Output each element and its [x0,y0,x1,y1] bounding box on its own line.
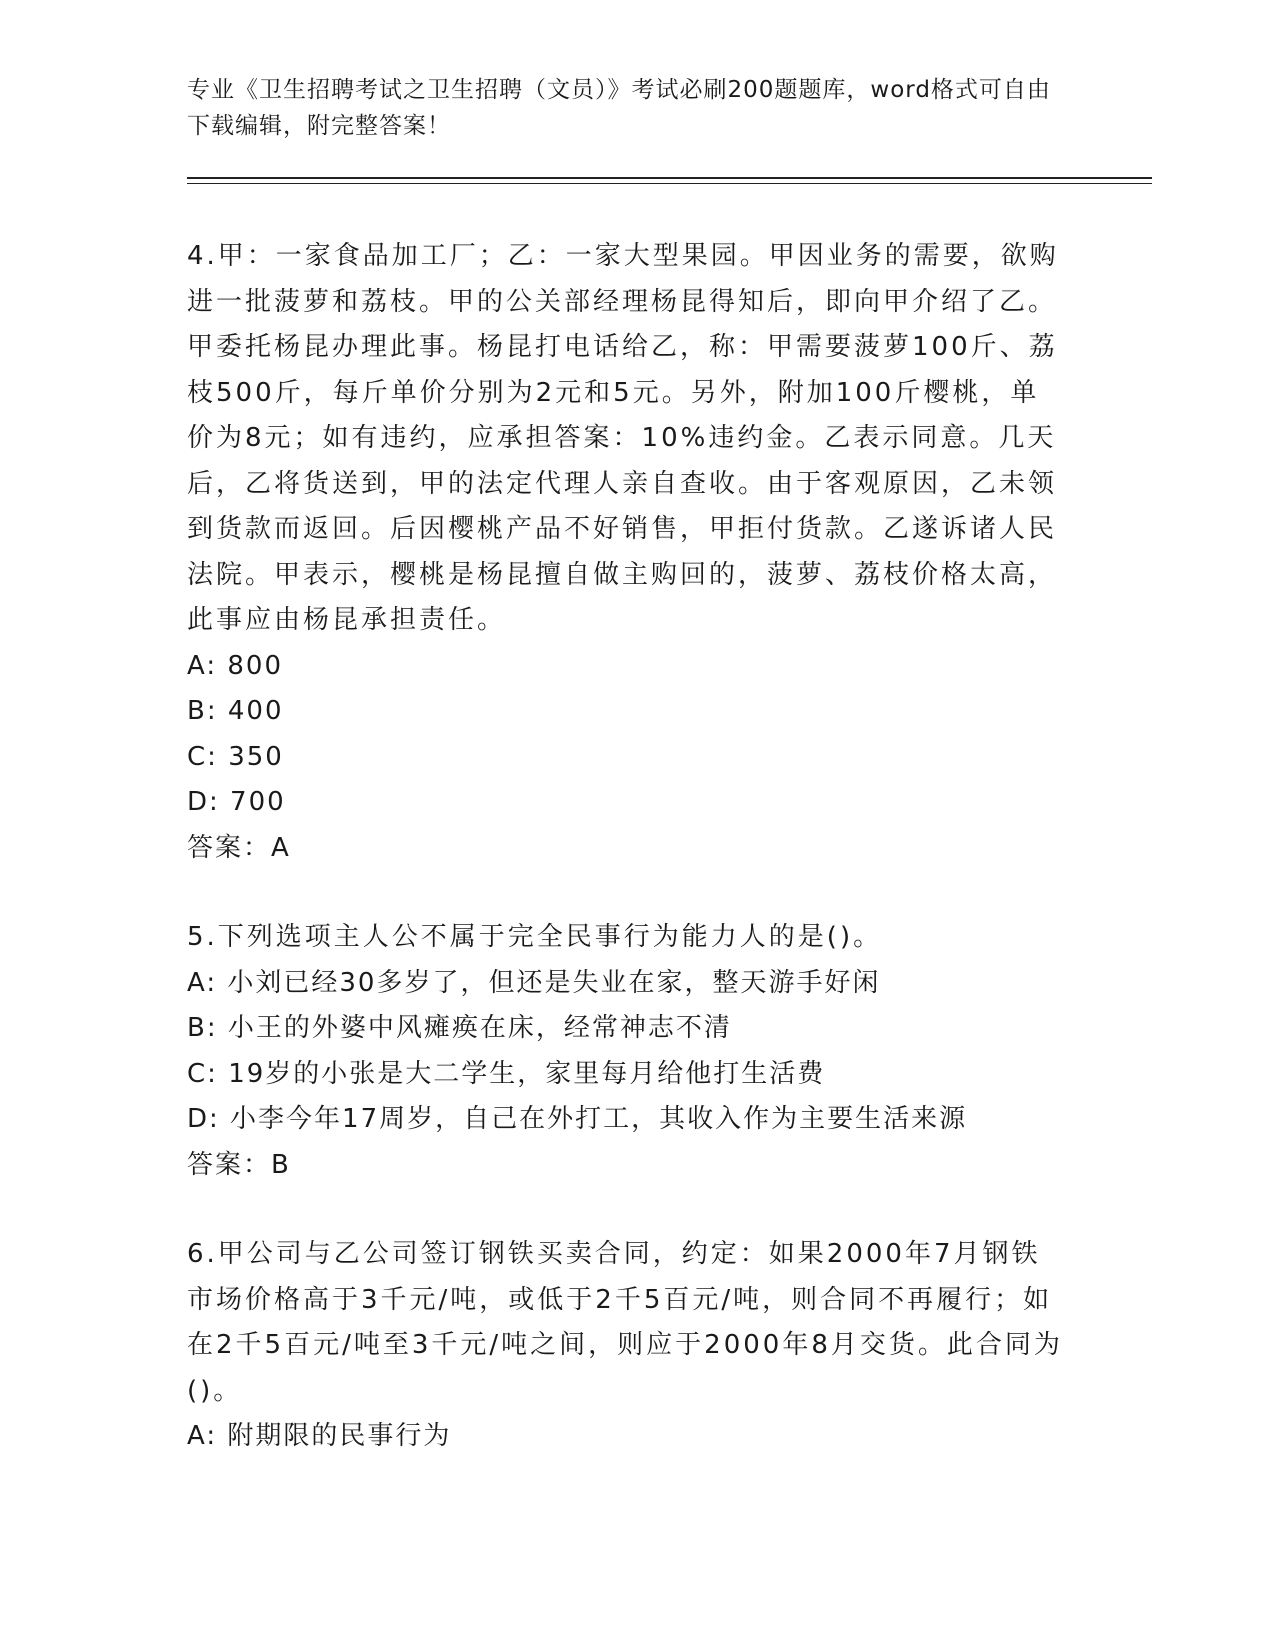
question-4 [187,234,1067,871]
option-d [187,1097,1067,1143]
answer-line: 答案：A [187,832,291,863]
option-b [187,1006,1067,1052]
header-divider-thick [187,177,1152,179]
option-text: 350 [228,741,284,772]
option-text: 700 [230,787,286,817]
question-5 [187,915,1067,1188]
option-letter: C: [187,1058,218,1089]
option-letter: A: [187,650,218,681]
question-6 [187,1232,1067,1460]
option-text: 19岁的小张是大二学生，家里每月给他打生活费 [228,1058,826,1089]
answer-line: 答案：B [187,1149,291,1180]
option-b [187,689,1067,735]
question-stem: 5.下列选项主人公不属于完全民事行为能力人的是()。 [187,922,883,952]
question-list [187,234,1067,1504]
question-stem: 4.甲：一家食品加工厂；乙：一家大型果园。甲因业务的需要，欲购进一批菠萝和荔枝。甲的公关部经理杨昆得知后，即向甲介绍了乙。甲委托杨昆办理此事。杨昆打电话给乙，称：甲需要菠萝100斤、荔枝500斤，每斤单价分别为2元和5元。另外，附加100斤樱桃，单价为8元；如有违约，应承担答案：10%违约金。乙表示同意。几天后，乙将货送到，甲的法定代理人亲自查收。由于客观原因，乙未领到货款而返回。后因樱桃产品不好销售，甲拒付货款。乙遂诉诸人民法院。甲表示，樱桃是杨昆擅自做主购回的，菠萝、荔枝价格太高，此事应由杨昆承担责任。 [187,241,1059,635]
option-text: 小王的外婆中风瘫痪在床，经常神志不清 [227,1013,732,1043]
document-header: 专业《卫生招聘考试之卫生招聘（文员）》考试必刷200题题库，word格式可自由下载编辑，附完整答案！ [187,77,1051,139]
option-c [187,735,1067,781]
option-letter: B: [187,1013,218,1043]
option-text: 小刘已经30多岁了，但还是失业在家，整天游手好闲 [227,967,881,998]
option-a [187,1414,1067,1460]
option-letter: D: [187,1104,220,1134]
option-letter: A: [187,1421,218,1451]
option-text: 400 [227,696,284,726]
option-text: 800 [227,650,283,681]
option-letter: B: [187,696,218,726]
option-a [187,961,1067,1007]
option-letter: D: [187,787,220,817]
option-letter: A: [187,967,218,998]
option-text: 小李今年17周岁，自己在外打工，其收入作为主要生活来源 [230,1104,968,1134]
option-c [187,1052,1067,1098]
option-text: 附期限的民事行为 [227,1421,452,1451]
option-a [187,644,1067,690]
option-letter: C: [187,741,218,772]
question-stem: 6.甲公司与乙公司签订钢铁买卖合同，约定：如果2000年7月钢铁市场价格高于3千元/吨，或低于2千5百元/吨，则合同不再履行；如在2千5百元/吨至3千元/吨之间，则应于2000年8月交货。此合同为()。 [187,1239,1063,1406]
option-d [187,780,1067,826]
header-divider-thin [187,183,1152,184]
